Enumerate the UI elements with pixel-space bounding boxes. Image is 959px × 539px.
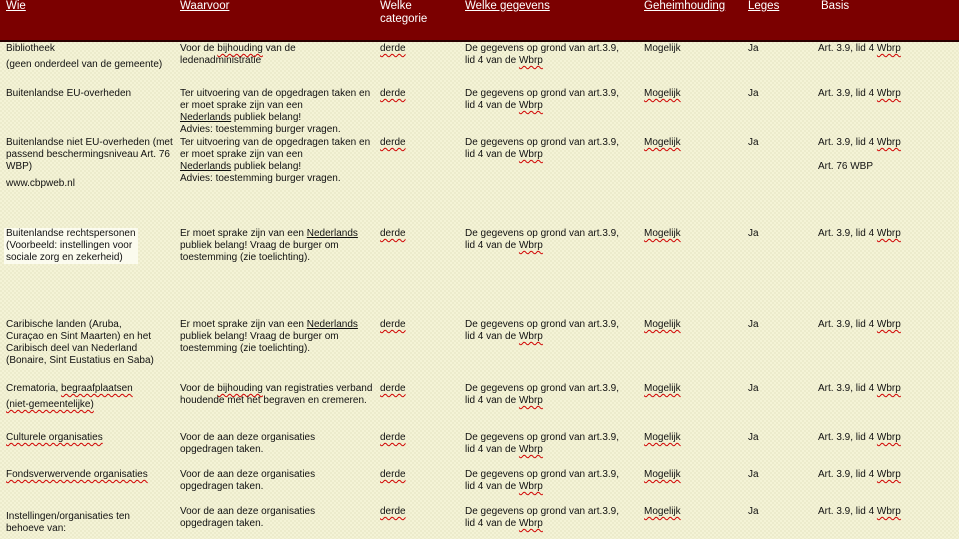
row5-waarvoor (180, 319, 375, 355)
row3-wie-link: www.cbpweb.nl (6, 178, 75, 189)
header-waarvoor: Waarvoor (180, 0, 230, 12)
row3-basis (818, 137, 901, 173)
row1-waarvoor-text-b: van de (262, 43, 296, 54)
row6-wie-line2: (niet-gemeentelijke) (6, 399, 94, 410)
row6-waarvoor-text-b: van registraties verband houdende met het begraven en cremeren. (180, 383, 373, 406)
row9-basis (818, 506, 901, 518)
row8-gegevens (465, 469, 640, 493)
row6-gegevens-wbrp: Wbrp (518, 395, 543, 406)
row4-leges: Ja (748, 228, 759, 239)
row5-basis (818, 319, 901, 331)
header-gegevens: Welke gegevens (465, 0, 550, 12)
row2-waarvoor-line2: publiek belang! (231, 112, 302, 123)
row6-waarvoor (180, 383, 375, 407)
row2-gegevens-line1: De gegevens op grond van art.3.9, (465, 88, 619, 99)
row5-waarvoor-nederlands: Nederlands (306, 319, 358, 330)
row6-geheimhouding: Mogelijk (644, 383, 681, 394)
row5-categorie: derde (380, 319, 406, 330)
row8-gegevens-line1: De gegevens op grond van art.3.9, (465, 469, 619, 480)
row3-waarvoor (180, 137, 375, 185)
row2-leges: Ja (748, 88, 759, 99)
row3-basis-wbp: Art. 76 WBP (818, 161, 874, 172)
row8-basis (818, 469, 901, 481)
row2-gegevens-line2: lid 4 van de (465, 100, 519, 111)
row3-wie (6, 137, 174, 190)
row3-waarvoor-advies: Advies: toestemming burger vragen. (180, 173, 341, 184)
row5-basis-wbrp: Wbrp (876, 319, 901, 330)
row1-gegevens-wbrp: Wbrp (518, 55, 543, 66)
row9-gegevens-wbrp: Wbrp (518, 518, 543, 529)
row5-waarvoor-text-a: Er moet sprake zijn van een (180, 319, 307, 330)
row1-wie-line1: Bibliotheek (6, 43, 55, 54)
row3-gegevens-wbrp: Wbrp (518, 149, 543, 160)
row2-waarvoor-advies: Advies: toestemming burger vragen. (180, 124, 341, 135)
header-geheimhouding: Geheimhouding (644, 0, 726, 12)
row9-waarvoor: Voor de aan deze organisaties opgedragen taken. (180, 506, 316, 529)
row9-geheimhouding: Mogelijk (644, 506, 681, 517)
row5-gegevens-wbrp: Wbrp (518, 331, 543, 342)
header-wie: Wie (6, 0, 26, 12)
row9-leges: Ja (748, 506, 759, 517)
row1-waarvoor-text-a: Voor de (180, 43, 218, 54)
row1-waarvoor-bijhouding: bijhouding (217, 43, 263, 54)
header-categorie-line2: categorie (380, 13, 428, 25)
row5-waarvoor-text-b: publiek belang! Vraag de burger om toestemming (zie toelichting). (180, 331, 339, 354)
row2-geheimhouding: Mogelijk (644, 88, 681, 99)
row1-categorie: derde (380, 43, 406, 54)
row4-waarvoor-text-a: Er moet sprake zijn van een (180, 228, 307, 239)
row6-wie-text: Crematoria, (6, 383, 62, 394)
row5-geheimhouding: Mogelijk (644, 319, 681, 330)
row4-gegevens-line1: De gegevens op grond van art.3.9, (465, 228, 619, 239)
row3-categorie: derde (380, 137, 406, 148)
header-basis: Basis (821, 0, 850, 12)
row1-basis (818, 43, 901, 55)
row7-geheimhouding: Mogelijk (644, 432, 681, 443)
row6-basis-wbrp: Wbrp (876, 383, 901, 394)
row3-waarvoor-line2: publiek belang! (231, 161, 302, 172)
row9-basis-text: Art. 3.9, lid 4 (818, 506, 877, 517)
row7-basis (818, 432, 901, 444)
row6-wie (6, 383, 174, 411)
row6-gegevens-line1: De gegevens op grond van art.3.9, (465, 383, 619, 394)
row3-basis-wbrp: Wbrp (876, 137, 901, 148)
row6-leges: Ja (748, 383, 759, 394)
row5-gegevens-line2: lid 4 van de (465, 331, 519, 342)
row1-geheimhouding: Mogelijk (644, 43, 681, 54)
row1-leges: Ja (748, 43, 759, 54)
row2-waarvoor-line1: Ter uitvoering van de opgedragen taken en er moet sprake zijn van een (180, 88, 371, 111)
row2-waarvoor-nederlands: Nederlands (180, 112, 232, 123)
row8-gegevens-line2: lid 4 van de (465, 481, 519, 492)
row4-waarvoor (180, 228, 375, 264)
row7-gegevens-line1: De gegevens op grond van art.3.9, (465, 432, 619, 443)
row6-waarvoor-text-a: Voor de (180, 383, 218, 394)
row2-basis-wbrp: Wbrp (876, 88, 901, 99)
row7-leges: Ja (748, 432, 759, 443)
row4-waarvoor-nederlands: Nederlands (306, 228, 358, 239)
row2-categorie: derde (380, 88, 406, 99)
header-categorie-line1: Welke (380, 0, 412, 12)
row3-basis-text: Art. 3.9, lid 4 (818, 137, 877, 148)
row3-gegevens-line2: lid 4 van de (465, 149, 519, 160)
row2-basis-text: Art. 3.9, lid 4 (818, 88, 877, 99)
row9-gegevens-line2: lid 4 van de (465, 518, 519, 529)
row8-leges: Ja (748, 469, 759, 480)
row2-basis (818, 88, 901, 100)
row4-gegevens (465, 228, 640, 252)
row3-leges: Ja (748, 137, 759, 148)
row1-wie (6, 43, 171, 71)
row6-waarvoor-bijhouding: bijhouding (217, 383, 263, 394)
row9-categorie: derde (380, 506, 406, 517)
row7-basis-wbrp: Wbrp (876, 432, 901, 443)
row8-wie: Fondsverwervende organisaties (6, 469, 148, 480)
header-categorie (380, 0, 427, 26)
row3-gegevens (465, 137, 640, 161)
row2-wie: Buitenlandse EU-overheden (6, 88, 132, 99)
row8-gegevens-wbrp: Wbrp (518, 481, 543, 492)
row6-categorie: derde (380, 383, 406, 394)
row7-wie: Culturele organisaties (6, 432, 103, 443)
row4-basis (818, 228, 901, 240)
row4-gegevens-line2: lid 4 van de (465, 240, 519, 251)
row5-wie: Caribische landen (Aruba, Curaçao en Sint Maarten) en het Caribisch deel van Nederland (Bonaire, Sint Eustatius en Saba) (6, 319, 154, 366)
row6-gegevens (465, 383, 640, 407)
row3-waarvoor-line1: Ter uitvoering van de opgedragen taken en er moet sprake zijn van een (180, 137, 371, 160)
row7-gegevens-line2: lid 4 van de (465, 444, 519, 455)
row6-basis (818, 383, 901, 395)
row8-geheimhouding: Mogelijk (644, 469, 681, 480)
row7-waarvoor: Voor de aan deze organisaties opgedragen taken. (180, 432, 316, 455)
row9-gegevens (465, 506, 640, 530)
row5-leges: Ja (748, 319, 759, 330)
row4-categorie: derde (380, 228, 406, 239)
row1-waarvoor-text-c: ledenadministratie (180, 55, 262, 66)
row7-gegevens-wbrp: Wbrp (518, 444, 543, 455)
row4-wie-line2: (Voorbeeld: instellingen voor sociale zorg en zekerheid) (6, 240, 133, 263)
row3-wie-line1: Buitenlandse niet EU-overheden (met passend beschermingsniveau Art. 76 WBP) (6, 137, 173, 172)
header-leges: Leges (748, 0, 780, 12)
row4-wie-line1: Buitenlandse rechtspersonen (6, 228, 136, 239)
row6-wie-begraafplaatsen: begraafplaatsen (61, 383, 133, 394)
row7-basis-text: Art. 3.9, lid 4 (818, 432, 877, 443)
row1-basis-wbrp: Wbrp (876, 43, 901, 54)
row1-gegevens-line2: lid 4 van de (465, 55, 519, 66)
row2-waarvoor (180, 88, 375, 136)
row5-basis-text: Art. 3.9, lid 4 (818, 319, 877, 330)
row4-basis-text: Art. 3.9, lid 4 (818, 228, 877, 239)
row5-gegevens-line1: De gegevens op grond van art.3.9, (465, 319, 619, 330)
row1-gegevens (465, 43, 640, 67)
row3-geheimhouding: Mogelijk (644, 137, 681, 148)
row1-waarvoor (180, 43, 375, 67)
row7-gegevens (465, 432, 640, 456)
table-header (0, 0, 959, 42)
row4-geheimhouding: Mogelijk (644, 228, 681, 239)
row4-gegevens-wbrp: Wbrp (518, 240, 543, 251)
row4-wie (4, 228, 138, 264)
row8-basis-wbrp: Wbrp (876, 469, 901, 480)
row8-basis-text: Art. 3.9, lid 4 (818, 469, 877, 480)
row2-gegevens (465, 88, 640, 112)
row7-categorie: derde (380, 432, 406, 443)
row9-wie: Instellingen/organisaties ten behoeve van: (6, 511, 130, 534)
row8-waarvoor: Voor de aan deze organisaties opgedragen taken. (180, 469, 316, 492)
row2-gegevens-wbrp: Wbrp (518, 100, 543, 111)
row6-basis-text: Art. 3.9, lid 4 (818, 383, 877, 394)
row3-gegevens-line1: De gegevens op grond van art.3.9, (465, 137, 619, 148)
row9-gegevens-line1: De gegevens op grond van art.3.9, (465, 506, 619, 517)
row4-basis-wbrp: Wbrp (876, 228, 901, 239)
row1-wie-line2: (geen onderdeel van de gemeente) (6, 59, 163, 70)
row6-gegevens-line2: lid 4 van de (465, 395, 519, 406)
row5-gegevens (465, 319, 640, 343)
row8-categorie: derde (380, 469, 406, 480)
row3-waarvoor-nederlands: Nederlands (180, 161, 232, 172)
row1-gegevens-line1: De gegevens op grond van art.3.9, (465, 43, 619, 54)
row4-waarvoor-text-b: publiek belang! Vraag de burger om toestemming (zie toelichting). (180, 240, 339, 263)
row9-basis-wbrp: Wbrp (876, 506, 901, 517)
row1-basis-text: Art. 3.9, lid 4 (818, 43, 877, 54)
